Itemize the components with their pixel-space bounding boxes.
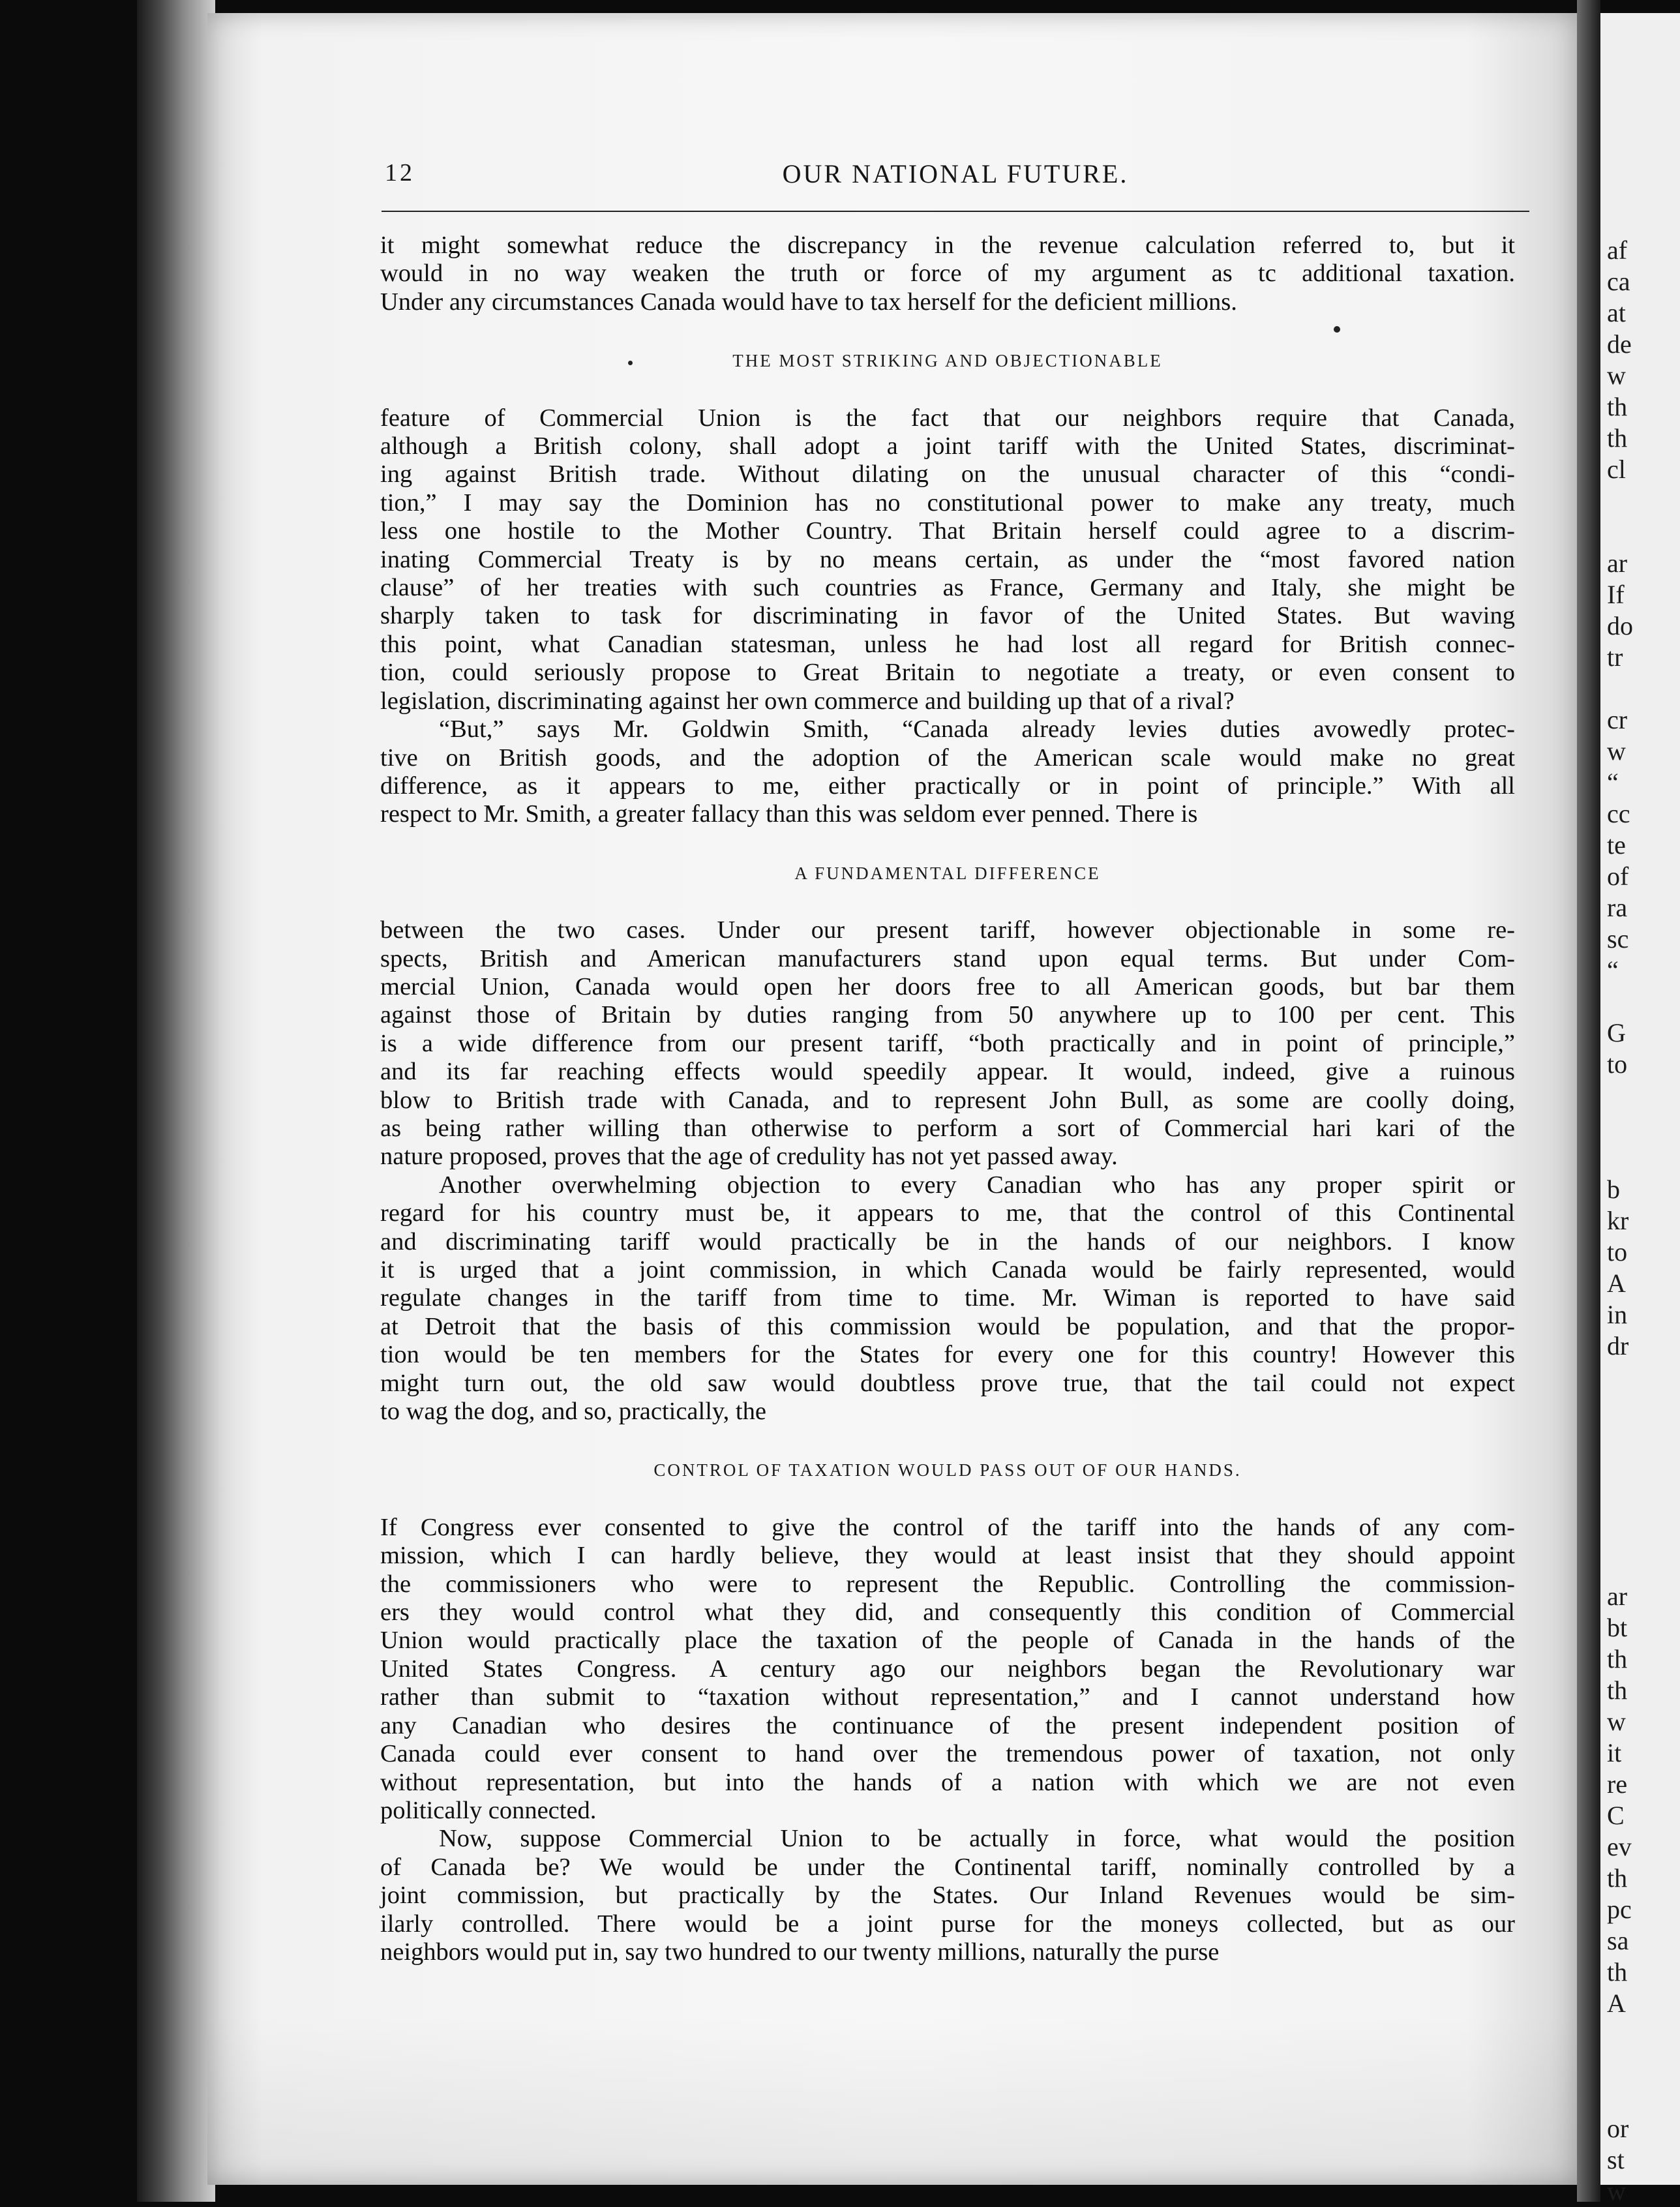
text-line: rather than submit to “taxation without representation,” and I cannot understand how — [380, 1683, 1515, 1711]
facing-page-fragment: G — [1607, 1018, 1626, 1047]
facing-page-fragment: w — [1607, 736, 1626, 766]
paragraph — [380, 1171, 1515, 1426]
facing-page-fragment: st — [1607, 2145, 1625, 2174]
facing-page-fragment: bt — [1607, 1613, 1628, 1642]
facing-page-fragment: tr — [1607, 642, 1623, 672]
facing-page-fragment — [1600, 1487, 1680, 1518]
facing-page-fragment — [1600, 1393, 1680, 1424]
facing-page-fragment: w — [1607, 1707, 1626, 1736]
text-line: tive on British goods, and the adoption of the American scale would make no great — [380, 743, 1515, 772]
header-rule — [382, 211, 1529, 212]
text-line: tion would be ten members for the States for every one for this country! However this — [380, 1341, 1515, 1369]
text-line: sharply taken to task for discriminating in favor of the United States. But waving — [380, 602, 1515, 630]
opening-paragraph — [380, 232, 1515, 316]
page-number: 12 — [385, 159, 415, 187]
facing-page-fragment — [1600, 1362, 1680, 1393]
facing-page-fragment: cl — [1607, 455, 1626, 484]
text-line: joint commission, but practically by the States. Our Inland Revenues would be sim- — [380, 1882, 1515, 1910]
text-line: feature of Commercial Union is the fact that our neighbors require that Canada, — [380, 404, 1515, 432]
running-title: OUR NATIONAL FUTURE. — [782, 159, 1129, 188]
text-line: ilarly controlled. There would be a joint purse for the moneys collected, but as our — [380, 1910, 1515, 1938]
facing-page-fragment — [1600, 673, 1680, 704]
facing-page-fragment: kr — [1607, 1206, 1629, 1235]
text-line: and discriminating tariff would practically be in the hands of our neighbors. I know — [380, 1227, 1515, 1255]
facing-page-fragment — [1600, 1080, 1680, 1111]
facing-page-fragment — [1600, 1456, 1680, 1487]
facing-page-fragment: cc — [1607, 799, 1630, 828]
facing-page-fragment: ev — [1607, 1832, 1632, 1861]
text-line: is a wide difference from our present tariff, “both practically and in point of principle,” — [380, 1029, 1515, 1057]
facing-page-fragment — [1600, 1143, 1680, 1174]
facing-page-fragment: ar — [1607, 548, 1628, 578]
text-line: mission, which I can hardly believe, they would at least insist that they should appoint — [380, 1542, 1515, 1570]
facing-page-fragment: sa — [1607, 1926, 1629, 1955]
sections — [380, 347, 1515, 1966]
facing-page-fragment: ra — [1607, 893, 1628, 922]
text-line: Under any circumstances Canada would have to tax herself for the deficient millions. — [380, 288, 1237, 316]
section-heading: CONTROL OF TAXATION WOULD PASS OUT OF OUR HANDS. — [653, 1460, 1242, 1480]
text-line: spects, British and American manufacturers stand upon equal terms. But under Com- — [380, 944, 1515, 972]
text-line: the commissioners who were to represent the Republic. Controlling the commission- — [380, 1570, 1515, 1598]
facing-page-fragment: “ — [1607, 768, 1619, 797]
facing-page-fragment: If — [1607, 580, 1625, 609]
text-line: United States Congress. A century ago our neighbors began the Revolutionary war — [380, 1655, 1515, 1683]
text-line: difference, as it appears to me, either practically or in point of principle.” With all — [380, 772, 1515, 800]
text-line: clause” of her treaties with such countries as France, Germany and Italy, she might be — [380, 574, 1515, 602]
text-line: regulate changes in the tariff from time to time. Mr. Wiman is reported to have said — [380, 1284, 1515, 1312]
paragraph — [380, 715, 1515, 829]
paragraph — [380, 916, 1515, 1171]
facing-page-fragment: th — [1607, 392, 1628, 421]
facing-page-fragment: in — [1607, 1300, 1628, 1329]
facing-page-fragment: to — [1607, 1237, 1628, 1267]
book-spine — [137, 0, 215, 2202]
facing-page-fragment: ca — [1607, 267, 1630, 296]
text-line: politically connected. — [380, 1796, 597, 1824]
text-line: to wag the dog, and so, practically, the — [380, 1398, 766, 1426]
text-line: and its far reaching effects would speedily appear. It would, indeed, give a ruinous — [380, 1058, 1515, 1086]
facing-page-fragment: or — [1607, 2114, 1629, 2143]
facing-page-fragment: A — [1607, 1989, 1626, 2018]
text-line: this point, what Canadian statesman, unless he had lost all regard for British connec- — [380, 630, 1515, 658]
text-line: Union would practically place the taxation of the people of Canada in the hands of the — [380, 1627, 1515, 1655]
text-line: regard for his country must be, it appears to me, that the control of this Continental — [380, 1199, 1515, 1227]
facing-page-fragment: it — [1607, 1738, 1622, 1767]
text-line: “But,” says Mr. Goldwin Smith, “Canada already levies duties avowedly protec- — [439, 715, 1515, 743]
paragraph — [380, 1825, 1515, 1966]
facing-page-edge — [1600, 13, 1680, 2206]
text-line: Canada could ever consent to hand over the tremendous power of taxation, not only — [380, 1740, 1515, 1768]
text-line: Another overwhelming objection to every Canadian who has any proper spirit or — [439, 1171, 1515, 1199]
text-line: against those of Britain by duties ranging from 50 anywhere up to 100 per cent. This — [380, 1001, 1515, 1029]
text-line: tion, could seriously propose to Great Britain to negotiate a treaty, or even consent to — [380, 659, 1515, 687]
facing-page-fragment: th — [1607, 1644, 1628, 1674]
facing-page-fragment — [1600, 517, 1680, 548]
text-line: respect to Mr. Smith, a greater fallacy than this was seldom ever penned. There is — [380, 800, 1198, 828]
facing-page-margin — [1600, 13, 1680, 235]
facing-page-fragment: th — [1607, 1957, 1628, 1987]
text-line: at Detroit that the basis of this commission would be population, and that the propor- — [380, 1312, 1515, 1340]
text-line: ers they would control what they did, and consequently this condition of Commercial — [380, 1599, 1515, 1627]
facing-page-fragment — [1600, 1550, 1680, 1581]
text-line: between the two cases. Under our present tariff, however objectionable in some re- — [380, 916, 1515, 944]
ink-speck — [1334, 326, 1340, 333]
facing-page-fragment — [1600, 2050, 1680, 2082]
text-line: as being rather willing than otherwise to perform a sort of Commercial hari kari of the — [380, 1114, 1515, 1142]
facing-page-fragment: th — [1607, 1675, 1628, 1705]
text-line: any Canadian who desires the continuance of the present independent position of — [380, 1711, 1515, 1739]
facing-page-fragment: b — [1607, 1175, 1620, 1204]
facing-page-fragment: w — [1607, 361, 1626, 390]
facing-page-fragment — [1600, 1424, 1680, 1456]
facing-page-fragment: “ — [1607, 955, 1619, 985]
text-line: of Canada be? We would be under the Continental tariff, nominally controlled by a — [380, 1853, 1515, 1881]
text-line: although a British colony, shall adopt a joint tariff with the United States, discriminat- — [380, 432, 1515, 460]
text-line: If Congress ever consented to give the control of the tariff into the hands of any com- — [380, 1513, 1515, 1541]
text-line: without representation, but into the hands of a nation with which we are not even — [380, 1768, 1515, 1796]
text-line: it is urged that a joint commission, in which Canada would be fairly represented, would — [380, 1256, 1515, 1284]
facing-page-fragment: pc — [1607, 1895, 1632, 1924]
text-line: it might somewhat reduce the discrepancy in the revenue calculation referred to, but it — [380, 232, 1515, 259]
facing-page-fragment: do — [1607, 611, 1633, 640]
text-line: less one hostile to the Mother Country. That Britain herself could agree to a discrim- — [380, 517, 1515, 545]
text-line: would in no way weaken the truth or force of my argument as tc additional taxation. — [380, 260, 1515, 288]
text-line: blow to British trade with Canada, and to represent John Bull, as some are coolly doing, — [380, 1086, 1515, 1114]
facing-page-fragment: of — [1607, 862, 1629, 891]
page-gutter — [1577, 0, 1600, 2202]
paragraph — [380, 1514, 1515, 1825]
text-line: inating Commercial Treaty is by no means certain, as under the “most favored nation — [380, 545, 1515, 573]
text-line: tion,” I may say the Dominion has no constitutional power to make any treaty, much — [380, 488, 1515, 517]
text-line: ing against British trade. Without dilating on the unusual character of this “condi- — [380, 460, 1515, 488]
facing-page-fragment: to — [1607, 1049, 1628, 1079]
facing-page-fragment — [1600, 2082, 1680, 2113]
facing-page-fragment — [1600, 986, 1680, 1017]
section-heading: THE MOST STRIKING AND OBJECTIONABLE — [732, 351, 1163, 371]
text-line: legislation, discriminating against her own commerce and building up that of a rival? — [380, 687, 1235, 715]
facing-page-fragment: cr — [1607, 705, 1628, 734]
facing-page-fragment: re — [1607, 1769, 1628, 1799]
facing-page-fragment — [1600, 485, 1680, 517]
text-line: neighbors would put in, say two hundred to our twenty millions, naturally the purse — [380, 1938, 1220, 1966]
facing-page-fragment: w — [1607, 2176, 1626, 2206]
running-header — [385, 158, 1526, 198]
facing-page-fragment: C — [1607, 1801, 1625, 1830]
ink-speck — [628, 361, 633, 365]
page-shadow — [207, 2015, 1577, 2185]
facing-page-fragment — [1600, 2019, 1680, 2050]
section-heading: A FUNDAMENTAL DIFFERENCE — [794, 863, 1101, 883]
facing-page-fragment: dr — [1607, 1331, 1629, 1360]
facing-page-fragment: A — [1607, 1269, 1626, 1298]
text-line: Now, suppose Commercial Union to be actually in force, what would the position — [439, 1825, 1515, 1853]
page-body — [380, 232, 1515, 1966]
facing-page-fragment — [1600, 1111, 1680, 1143]
text-line: might turn out, the old saw would doubtless prove true, that the tail could not expect — [380, 1369, 1515, 1397]
facing-page-fragment: ar — [1607, 1582, 1628, 1611]
facing-page-fragment: te — [1607, 830, 1626, 860]
facing-page-fragment: at — [1607, 298, 1626, 327]
facing-page-fragment: th — [1607, 423, 1628, 453]
facing-page-fragment: th — [1607, 1863, 1628, 1893]
facing-page-fragment: af — [1607, 235, 1628, 265]
facing-page-fragment: de — [1607, 329, 1632, 359]
paragraph — [380, 404, 1515, 715]
text-line: nature proposed, proves that the age of credulity has not yet passed away. — [380, 1143, 1118, 1171]
text-line: mercial Union, Canada would open her doors free to all American goods, but bar them — [380, 972, 1515, 1000]
facing-page-fragment — [1600, 1518, 1680, 1550]
facing-page-fragment: sc — [1607, 924, 1629, 953]
